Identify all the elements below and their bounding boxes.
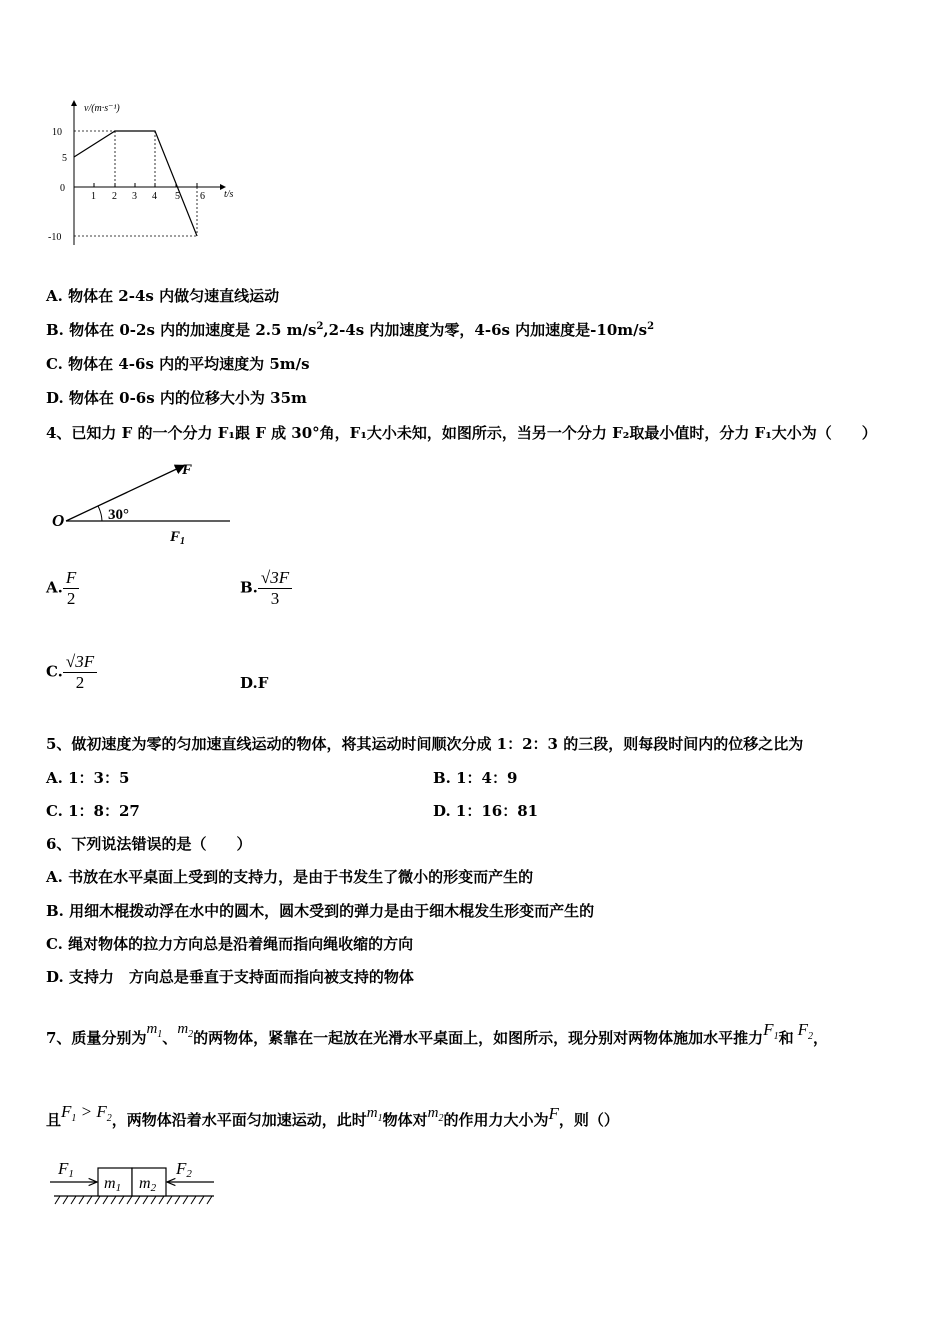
q5-stem: 5、做初速度为零的匀加速直线运动的物体，将其运动时间顺次分成 1：2：3 的三段，则每段时间内的位移之比为 [46, 735, 804, 753]
fig-f1-label: F1 [58, 1159, 74, 1180]
q7-line1: 7、质量分别为$m_1$、$m_2$的两物体，紧靠在一起放在光滑水平桌面上，如图所示，现分别对两物体施加水平推力$F_1$和 $F_2$， [46, 1020, 828, 1047]
q7-line2: 且$F_1 > F_2$，两物体沿着水平面匀加速运动，此时$m_1$物体对$m_2$的作用力大小为F，则（） [46, 1102, 619, 1129]
xtick-4: 4 [152, 191, 157, 202]
xtick-6: 6 [200, 191, 205, 202]
fig-m2-label: m2 [139, 1175, 157, 1194]
fig-m1-label: m1 [104, 1175, 122, 1194]
q5-option-b: B. 1：4：9 [433, 769, 518, 787]
q4-option-b: B. $\frac{√3F}{3}$ [240, 568, 292, 609]
q6-option-d: D. 支持力 方向总是垂直于支持面而指向被支持的物体 [46, 968, 414, 986]
q4-option-c: C. $\frac{√3F}{2}$ [46, 652, 97, 693]
q4-option-d: D.F [240, 674, 269, 692]
q6-option-a: A. 书放在水平桌面上受到的支持力，是由于书发生了微小的形变而产生的 [46, 868, 534, 886]
ytick-10: 10 [52, 127, 62, 138]
q4-stem: 4、已知力 F 的一个分力 F₁跟 F 成 30°角，F₁大小未知，如图所示，当另一个分力 F₂取最小值时，分力 F₁大小为（ ） [46, 424, 877, 442]
xtick-3: 3 [132, 191, 137, 202]
ytick-minus10: -10 [48, 232, 62, 243]
ylabel: v/(m·s⁻¹) [84, 103, 120, 114]
q6-option-b: B. 用细木棍拨动浮在水中的圆木，圆木受到的弹力是由于细木棍发生形变而产生的 [46, 902, 595, 920]
fig-f2-label: F2 [176, 1159, 192, 1180]
q3-option-d: D. 物体在 0-6s 内的位移大小为 35m [46, 389, 307, 407]
q6-stem: 6、下列说法错误的是（ ） [46, 835, 252, 853]
q5-option-d: D. 1：16：81 [433, 802, 539, 820]
q7-blocks-diagram [46, 1152, 226, 1212]
q4-option-a: A. $\frac{F}{2}$ [46, 568, 79, 609]
angle-arc [98, 506, 102, 521]
force-label: F [182, 462, 193, 478]
xtick-1: 1 [91, 191, 96, 202]
q4-force-diagram [46, 455, 246, 550]
ytick-5: 5 [62, 153, 67, 164]
q6-option-c: C. 绳对物体的拉力方向总是沿着绳而指向绳收缩的方向 [46, 935, 414, 953]
xtick-5: 5 [175, 191, 180, 202]
origin-label: O [52, 511, 65, 530]
component-label: $F_1$ [170, 529, 186, 547]
vt-graph [40, 95, 260, 255]
q3-option-a: A. 物体在 2-4s 内做匀速直线运动 [46, 287, 280, 305]
q3-option-c: C. 物体在 4-6s 内的平均速度为 5m/s [46, 355, 310, 373]
q5-option-a: A. 1：3：5 [46, 769, 130, 787]
xlabel: t/s [224, 189, 234, 200]
q5-option-c: C. 1：8：27 [46, 802, 140, 820]
xtick-2: 2 [112, 191, 117, 202]
ytick-0: 0 [60, 183, 65, 194]
q3-option-b: B. 物体在 0-2s 内的加速度是 2.5 $m/s^2,2-4s$ 内加速度为零，4-6s 内加速度是$-10m/s^2$ [46, 321, 655, 339]
angle-label: 30° [108, 507, 129, 523]
